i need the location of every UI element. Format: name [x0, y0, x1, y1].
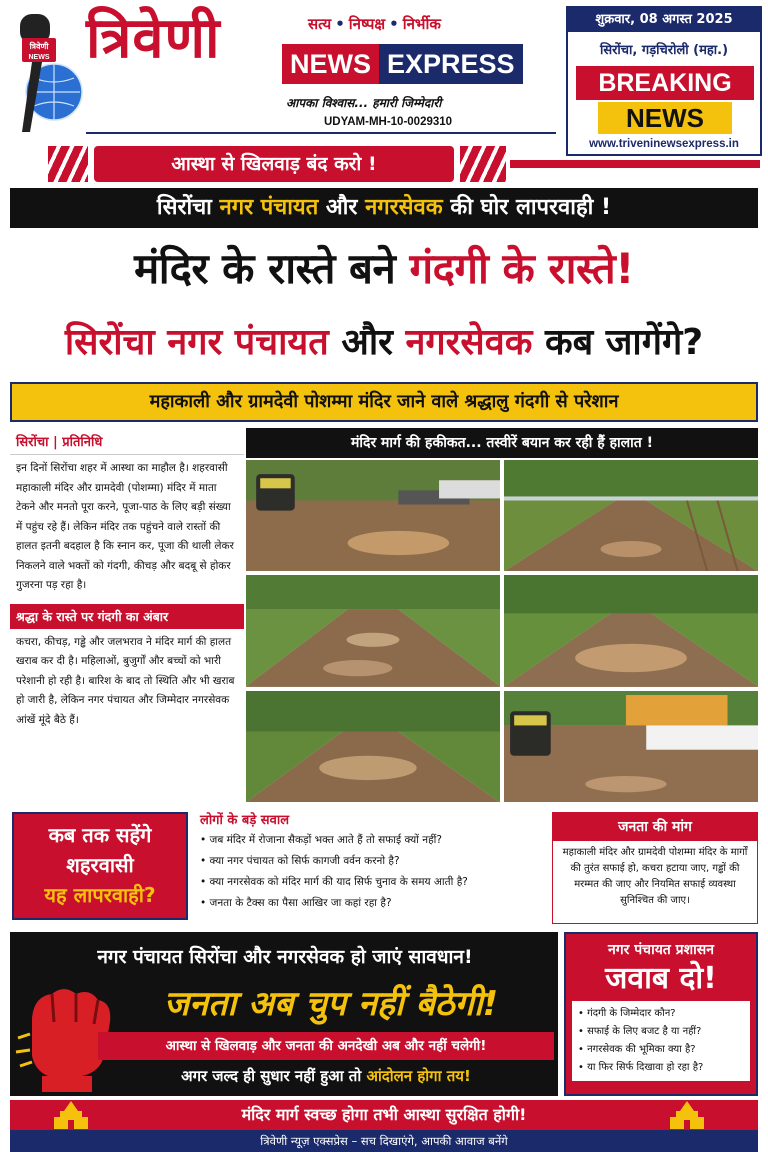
kicker-banner	[48, 146, 758, 182]
deck-strip: महाकाली और ग्रामदेवी पोशम्मा मंदिर जाने वाले श्रद्धालु गंदगी से परेशान	[10, 382, 758, 422]
warning-line-2	[98, 1062, 554, 1090]
second-headline	[10, 312, 758, 374]
kicker-label: आस्था से खिलवाड़ बंद करो !	[94, 146, 454, 182]
temple-icon	[664, 1101, 710, 1129]
public-demand-text: महाकाली मंदिर और ग्रामदेवी पोशम्मा मंदिर के मार्गों की तुरंत सफाई हो, कचरा हटाया जाए, गड्ढों की मरम्मत की जाए और नियमित सफाई व्यवस्था सुनिश्चित की जाए।	[562, 847, 748, 906]
brand-news-express	[282, 44, 523, 84]
list-item: • सफाई के लिए बजट है या नहीं?	[578, 1023, 744, 1041]
kicker-stripes	[48, 146, 88, 182]
udyam-registration: UDYAM-MH-10-0029310	[324, 116, 453, 128]
news-label: NEWS	[598, 102, 732, 134]
warning-slogan: जनता अब चुप नहीं बैठेगी!	[163, 984, 499, 1024]
temple-icon	[48, 1101, 94, 1129]
kicker-line	[510, 160, 760, 168]
date-breaking-box	[566, 6, 762, 156]
article-paragraph-1: इन दिनों सिरोंचा शहर में आस्था का माहौल है। शहरवासी महाकाली मंदिर और ग्रामदेवी (पोशम्मा) मंदिर में माता टेकने और मनतो पूरा करने, पूजा-पाठ के लिए बड़ी संख्या में पहुंच रहे हैं। लेकिन मंदिर तक पहुंचने वाले रास्तों की हालत इतनी बदहाल है कि स्नान कर, पूजा की थाली लेकर निकलने वाले भक्तों को गंदगी, कीचड़ और बदबू से होकर गुजरना पड़ रहा है।	[16, 462, 234, 591]
second-headline-highlight: सिरोंचा नगर पंचायत	[64, 322, 329, 363]
warning-title: नगर पंचायत सिरोंचा और नगरसेवक हो जाएं सावधान!	[97, 946, 473, 968]
main-headline-highlight: गंदगी के रास्ते!	[409, 244, 634, 293]
photo-autorickshaw-puddle[interactable]	[246, 460, 500, 571]
motto-word-satya: सत्य	[308, 15, 332, 33]
footer-tagline: त्रिवेणी न्यूज़ एक्सप्रेस – सच दिखाएंगे, आपकी आवाज बनेंगे	[10, 1130, 758, 1152]
photo-flooded-path[interactable]	[246, 691, 500, 802]
public-questions-heading: लोगों के बड़े सवाल	[200, 813, 290, 828]
brand-news: NEWS	[282, 44, 379, 84]
sub-headline-text: और	[318, 195, 366, 220]
question-box-line: कब तक सहेंगे	[48, 823, 152, 847]
warning-line-2-highlight: आंदोलन होगा तय!	[366, 1067, 471, 1085]
kicker-stripes	[460, 146, 506, 182]
list-item: • क्या नगरसेवक को मंदिर मार्ग की याद सिर्फ चुनाव के समय आती है?	[200, 872, 542, 893]
second-headline-text: कब जागेंगे?	[532, 322, 704, 363]
second-headline-highlight: नगरसेवक	[405, 322, 533, 363]
logo-mic-label-2: NEWS	[28, 54, 50, 61]
public-demand-heading: जनता की मांग	[553, 813, 757, 841]
brand-express: EXPRESS	[379, 44, 523, 84]
motto	[308, 14, 441, 34]
public-questions-list	[196, 830, 542, 914]
photo-gallery	[246, 460, 758, 802]
byline: सिरोंचा | प्रतिनिधि	[10, 428, 244, 455]
microphone-globe-logo-icon	[6, 8, 86, 136]
brand-name-hindi: त्रिवेणी	[86, 6, 221, 71]
list-item: • गंदगी के जिम्मेदार कौन?	[578, 1005, 744, 1023]
answer-demand: जवाब दो!	[605, 961, 717, 996]
article-section-heading: श्रद्धा के रास्ते पर गंदगी का अंबार	[10, 604, 244, 629]
motto-word-nirbhik: निर्भीक	[402, 15, 441, 33]
list-item: • क्या नगर पंचायत को सिर्फ कागजी वर्वन करनो है?	[200, 851, 542, 872]
public-demand-box	[552, 812, 758, 924]
motto-separator: •	[389, 15, 399, 33]
issue-date: शुक्रवार, 08 अगस्त 2025	[568, 8, 760, 32]
dateline-place: सिरोंचा, गड़चिरोली (महा.)	[599, 43, 729, 58]
administration-heading: नगर पंचायत प्रशासन	[607, 942, 715, 958]
sub-headline-highlight: नगर पंचायत	[219, 195, 319, 220]
question-box-line: यह लापरवाही?	[44, 883, 156, 907]
article-column	[10, 428, 244, 806]
warning-line-2-text: अगर जल्द ही सुधार नहीं हुआ तो	[181, 1067, 367, 1085]
sub-headline-text: की घोर लापरवाही !	[442, 195, 612, 220]
motto-separator: •	[335, 15, 345, 33]
second-headline-text: और	[328, 322, 406, 363]
main-headline-text: मंदिर के रास्ते बने	[134, 244, 410, 293]
photo-waterlogged-road[interactable]	[504, 575, 758, 686]
administration-box	[564, 932, 758, 1096]
administration-questions	[572, 1001, 750, 1081]
main-headline	[10, 236, 758, 302]
list-item: • जनता के टैक्स का पैसा आखिर जा कहां रहा है?	[200, 893, 542, 914]
photo-road-puddles[interactable]	[246, 575, 500, 686]
list-item: • या फिर सिर्फ दिखावा हो रहा है?	[578, 1059, 744, 1077]
question-box-line: शहरवासी	[66, 853, 134, 877]
photo-muddy-lane-fence[interactable]	[504, 460, 758, 571]
website-link[interactable]: www.triveninewsexpress.in	[589, 138, 739, 150]
breaking-label: BREAKING	[576, 66, 754, 100]
header-divider	[86, 132, 556, 134]
rhetorical-question-box	[12, 812, 188, 920]
list-item: • नगरसेवक की भूमिका क्या है?	[578, 1041, 744, 1059]
article-paragraph-2: कचरा, कीचड़, गड्ढे और जलभराव ने मंदिर मार्ग की हालत खराब कर दी है। महिलाओं, बुजुर्गों और बच्चों को भारी परेशानी हो रही है। बारिश के बाद तो स्थिति और भी खराब हो जारी है, लेकिन नगर पंचायत और जिम्मेदार नगरसेवक आंखें मूंदे बैठे हैं।	[16, 635, 235, 726]
sub-headline-text: सिरोंचा	[156, 195, 220, 220]
footer-slogan: मंदिर मार्ग स्वच्छ होगा तभी आस्था सुरक्षित होगी!	[10, 1100, 758, 1130]
sub-headline	[10, 188, 758, 228]
motto-word-nishpaksh: निष्पक्ष	[348, 15, 386, 33]
tagline: आपका विश्वास... हमारी जिम्मेदारी	[286, 96, 442, 110]
warning-panel	[10, 932, 558, 1096]
photo-gallery-heading: मंदिर मार्ग की हकीकत... तस्वीरें बयान कर रही हैं हालात !	[246, 428, 758, 458]
list-item: • जब मंदिर में रोजाना सैकड़ों भक्त आते हैं तो सफाई क्यों नहीं?	[200, 830, 542, 851]
public-questions	[196, 808, 542, 924]
photo-temple-entrance[interactable]	[504, 691, 758, 802]
logo-mic-label-1: त्रिवेणी	[29, 42, 49, 51]
sub-headline-highlight: नगरसेवक	[365, 195, 443, 220]
warning-line-1: आस्था से खिलवाड़ और जनता की अनदेखी अब और नहीं चलेगी!	[98, 1032, 554, 1060]
